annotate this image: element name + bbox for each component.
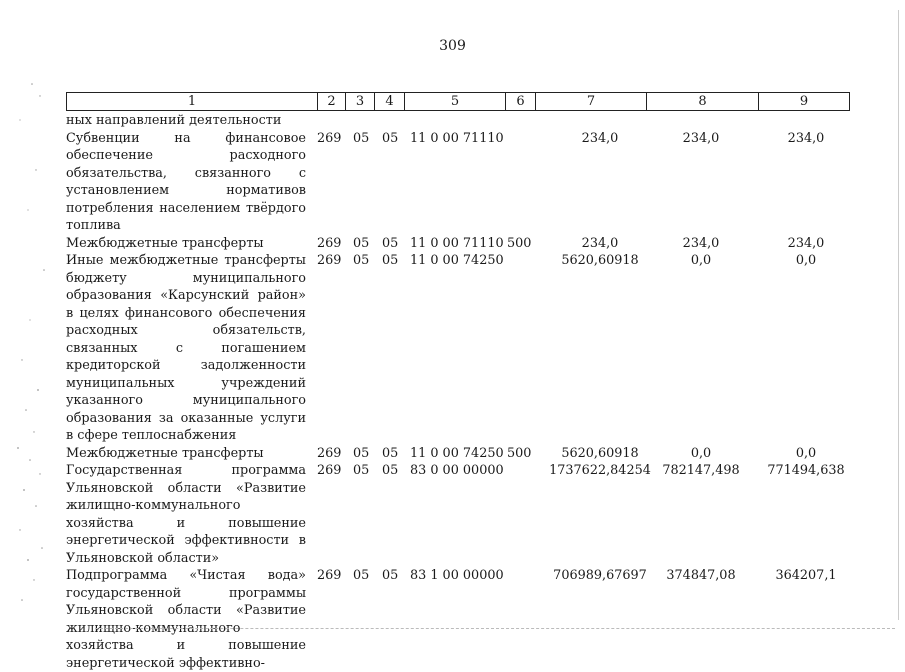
table-row <box>66 235 856 253</box>
row-subsection: 05 <box>382 568 399 583</box>
table-body <box>66 112 856 672</box>
row-target-article: 11 0 00 71110 <box>410 130 504 146</box>
row-amount-3: 234,0 <box>787 130 825 146</box>
row-code: 269 <box>317 130 342 146</box>
row-section: 05 <box>353 463 370 478</box>
header-col-2: 2 <box>318 93 346 110</box>
row-subsection: 05 <box>382 253 399 268</box>
row-amount-1: 234,0 <box>581 235 619 251</box>
scan-bottom-edge <box>95 628 895 629</box>
header-col-6: 6 <box>506 93 536 110</box>
row-target-article: 83 1 00 00000 <box>410 568 504 583</box>
table-row <box>66 567 856 672</box>
row-amount-1: 234,0 <box>581 130 619 146</box>
header-col-5: 5 <box>405 93 506 110</box>
row-section: 05 <box>353 235 370 251</box>
table-row <box>66 445 856 463</box>
row-description: Межбюджетные трансферты <box>66 445 264 461</box>
row-code: 269 <box>317 463 342 478</box>
row-subsection: 05 <box>382 463 399 478</box>
row-description: Подпрограмма «Чистая вода» государственной программы Ульяновской области «Развитие жилищно-коммунального хозяйства и повышение энергетической эффективно- <box>66 568 306 671</box>
table-row <box>66 112 856 130</box>
row-subsection: 05 <box>382 235 399 251</box>
row-description: Государственная программа Ульяновской области «Развитие жилищно-коммунального хозяйства и повышение энергетической эффективности в Ульяновской области» <box>66 463 306 566</box>
row-amount-3: 0,0 <box>795 253 817 268</box>
row-code: 269 <box>317 235 342 251</box>
row-section: 05 <box>353 445 370 461</box>
row-section: 05 <box>353 568 370 583</box>
row-code: 269 <box>317 568 342 583</box>
header-col-4: 4 <box>375 93 405 110</box>
row-amount-3: 234,0 <box>787 235 825 251</box>
row-target-article: 11 0 00 74250 <box>410 445 504 461</box>
row-target-article: 11 0 00 74250 <box>410 253 504 268</box>
row-amount-2: 234,0 <box>682 235 720 251</box>
row-code: 269 <box>317 253 342 268</box>
table-row <box>66 252 856 445</box>
table-row <box>66 462 856 567</box>
row-subsection: 05 <box>382 130 399 146</box>
row-section: 05 <box>353 253 370 268</box>
row-amount-1: 5620,60918 <box>561 445 639 461</box>
row-amount-1: 706989,67697 <box>553 568 647 583</box>
row-section: 05 <box>353 130 370 146</box>
row-description: ных направлений деятельности <box>66 113 282 128</box>
row-description: Межбюджетные трансферты <box>66 235 264 251</box>
row-target-article: 83 0 00 00000 <box>410 463 504 478</box>
header-col-8: 8 <box>647 93 759 110</box>
row-amount-1: 1737622,84254 <box>549 463 651 478</box>
row-code: 269 <box>317 445 342 461</box>
row-amount-1: 5620,60918 <box>561 253 639 268</box>
row-amount-2: 782147,498 <box>662 463 740 478</box>
header-col-9: 9 <box>799 94 809 109</box>
row-expense-type: 500 <box>507 445 532 461</box>
row-amount-2: 234,0 <box>682 130 720 146</box>
row-amount-3: 0,0 <box>795 445 817 461</box>
row-amount-3: 771494,638 <box>767 463 845 478</box>
scan-noise <box>0 60 60 620</box>
header-col-7: 7 <box>536 93 647 110</box>
page-number: 309 <box>439 38 466 54</box>
scan-edge <box>898 10 899 620</box>
row-amount-3: 364207,1 <box>775 568 837 583</box>
table-row <box>66 130 856 235</box>
row-amount-2: 0,0 <box>690 445 712 461</box>
row-amount-2: 374847,08 <box>666 568 736 583</box>
row-description: Иные межбюджетные трансферты бюджету муниципального образования «Карсунский район» в целях финансового обеспечения расходных обязательств, связанных с погашением кредиторской задолженности муниципальных учреждений указанного муниципального образования за оказанные услуги в сфере теплоснабжения <box>66 253 306 443</box>
header-col-3: 3 <box>346 93 375 110</box>
header-col-1: 1 <box>67 93 318 110</box>
row-amount-2: 0,0 <box>690 253 712 268</box>
row-subsection: 05 <box>382 445 399 461</box>
row-expense-type: 500 <box>507 235 532 251</box>
row-description: Субвенции на финансовое обеспечение расходного обязательства, связанного с установлением нормативов потребления населением твёрдого топлива <box>66 130 306 233</box>
table-header <box>66 92 850 111</box>
row-target-article: 11 0 00 71110 <box>410 235 504 251</box>
